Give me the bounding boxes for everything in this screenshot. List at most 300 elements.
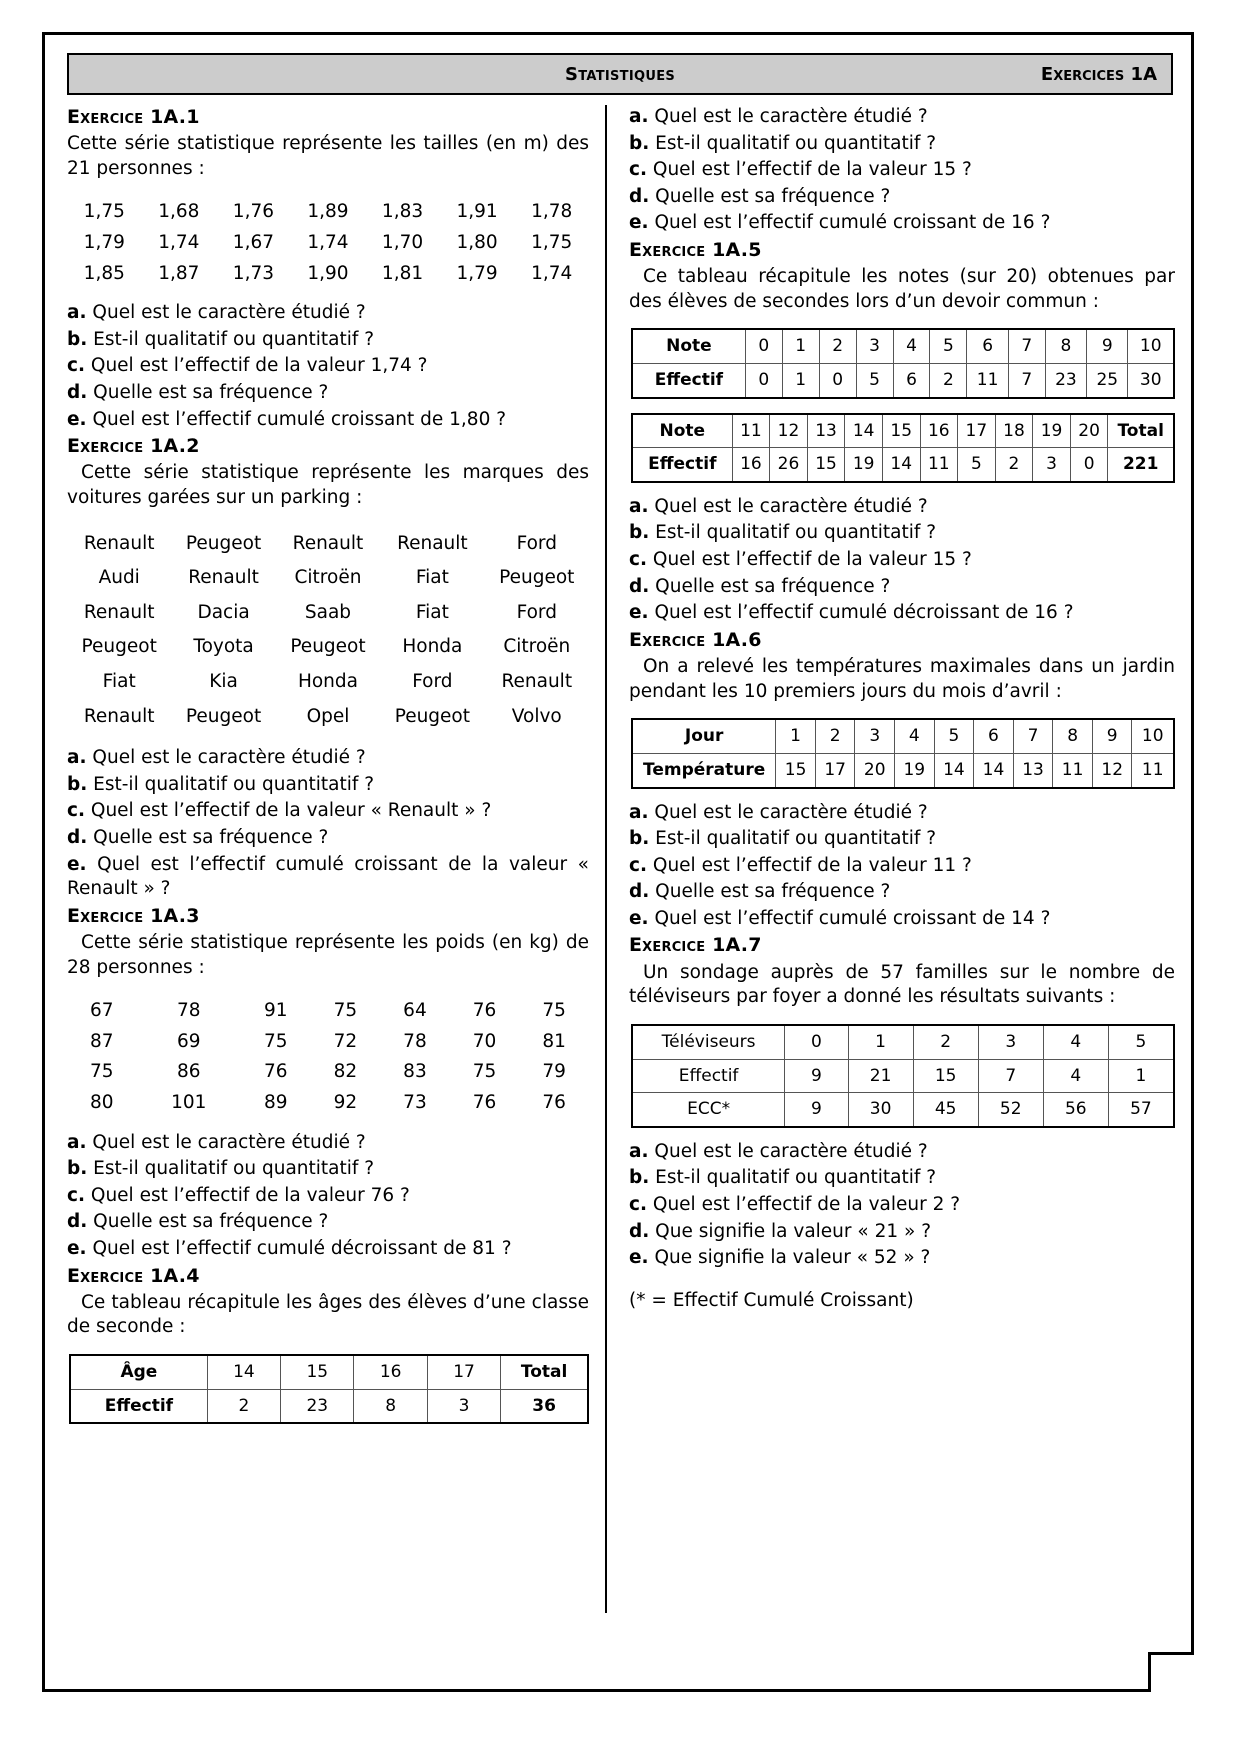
question-letter: b. <box>629 828 650 850</box>
table-cell: 15 <box>807 448 845 482</box>
table-cell: 3 <box>855 719 895 753</box>
question-letter: e. <box>629 1247 649 1269</box>
question-text: Quelle est sa fréquence ? <box>93 1211 329 1233</box>
question-item <box>629 854 1175 879</box>
table-row <box>632 414 1174 448</box>
data-cell: Renault <box>292 532 364 554</box>
question-letter: d. <box>629 185 650 207</box>
table-cell: 5 <box>934 719 974 753</box>
data-cell: Peugeot <box>499 567 575 589</box>
table-cell: 14 <box>974 753 1014 787</box>
question-item <box>629 880 1175 905</box>
question-text: Est-il qualitatif ou quantitatif ? <box>93 773 375 795</box>
table-cell: 2 <box>815 719 855 753</box>
question-letter: b. <box>629 522 650 544</box>
question-item <box>629 1140 1175 1165</box>
table-cell: 17 <box>427 1355 500 1389</box>
question-letter: a. <box>67 1131 87 1153</box>
question-letter: d. <box>67 827 88 848</box>
row-label: Température <box>632 753 776 787</box>
table-cell: 3 <box>856 329 893 363</box>
exercise-1a4-intro: Ce tableau récapitule les âges des élèves d’une classe de seconde : <box>67 1291 589 1338</box>
question-item <box>67 1157 589 1182</box>
page-border <box>42 32 1194 1692</box>
data-cell: Peugeot <box>81 636 157 658</box>
question-letter: e. <box>67 853 87 875</box>
table-cell: 7 <box>978 1059 1043 1093</box>
question-text: Est-il qualitatif ou quantitatif ? <box>93 1158 375 1180</box>
table-cell: 30 <box>1128 364 1174 398</box>
data-cell: 75 <box>472 1061 497 1083</box>
table-cell: 4 <box>1043 1025 1108 1059</box>
data-row <box>67 228 589 259</box>
data-row <box>67 665 589 700</box>
data-cell: Renault <box>397 532 468 554</box>
data-cell: 1,87 <box>158 262 200 284</box>
question-text: Quelle est sa fréquence ? <box>93 827 329 848</box>
table-cell: 30 <box>848 1093 913 1127</box>
table-cell: 13 <box>807 414 845 448</box>
question-item <box>629 827 1175 852</box>
data-cell: Ford <box>412 671 453 693</box>
question-letter: b. <box>67 328 88 350</box>
data-cell: Kia <box>209 671 238 693</box>
data-cell: Audi <box>98 567 140 589</box>
table-cell: 14 <box>882 448 920 482</box>
question-text: Quel est l’effectif cumulé croissant de 14 ? <box>654 907 1051 929</box>
table-cell: 5 <box>1108 1025 1174 1059</box>
table-cell: 20 <box>1070 414 1108 448</box>
data-cell: 1,83 <box>381 201 424 223</box>
question-letter: b. <box>629 132 650 154</box>
table-cell: 19 <box>1033 414 1071 448</box>
table-cell: 11 <box>967 364 1008 398</box>
header-exercise-label: Exercices 1A <box>1040 63 1157 85</box>
data-cell: 1,79 <box>456 262 498 284</box>
question-letter: e. <box>629 602 649 624</box>
row-label: Note <box>632 329 745 363</box>
data-cell: 1,76 <box>232 201 274 223</box>
table-cell: 21 <box>848 1059 913 1093</box>
table-cell: 0 <box>745 364 782 398</box>
question-text: Quel est l’effectif de la valeur 2 ? <box>652 1193 961 1215</box>
row-label: Effectif <box>632 364 745 398</box>
question-item <box>629 1220 1175 1245</box>
table-cell: 7 <box>1013 719 1053 753</box>
table-cell: 4 <box>1043 1059 1108 1093</box>
table-cell: 56 <box>1043 1093 1108 1127</box>
question-item <box>629 801 1175 826</box>
question-item <box>629 495 1175 520</box>
table-cell: 20 <box>855 753 895 787</box>
question-letter: c. <box>629 159 647 181</box>
question-text: Quel est l’effectif de la valeur 76 ? <box>90 1184 410 1206</box>
data-cell: Peugeot <box>394 705 471 727</box>
table-cell: 15 <box>281 1355 354 1389</box>
question-letter: a. <box>629 801 649 823</box>
question-letter: a. <box>629 106 649 127</box>
table-cell: 9 <box>785 1059 848 1093</box>
exercise-1a4-title: Exercice 1A.4 <box>67 1264 200 1287</box>
question-item <box>629 1166 1175 1191</box>
row-label: Effectif <box>632 448 732 482</box>
question-item <box>629 601 1175 626</box>
exercise-1a4-questions <box>629 105 1175 236</box>
data-row <box>67 527 589 562</box>
table-cell: 13 <box>1013 753 1053 787</box>
question-text: Quelle est sa fréquence ? <box>655 185 891 207</box>
data-cell: 1,91 <box>456 201 498 223</box>
table-cell: 3 <box>978 1025 1043 1059</box>
table-cell: 10 <box>1128 329 1174 363</box>
question-letter: d. <box>629 575 650 597</box>
table-cell: 8 <box>1045 329 1086 363</box>
question-item <box>629 1193 1175 1218</box>
question-text: Quel est l’effectif de la valeur « Renault » ? <box>90 800 492 822</box>
table-cell: 45 <box>913 1093 978 1127</box>
data-cell: 72 <box>333 1030 358 1052</box>
row-label: Téléviseurs <box>632 1025 785 1059</box>
question-text: Quel est l’effectif cumulé croissant de la valeur « Renault » ? <box>67 853 589 900</box>
data-cell: 69 <box>177 1030 201 1052</box>
table-cell: 1 <box>776 719 816 753</box>
question-item <box>629 185 1175 210</box>
table-cell: 23 <box>281 1389 354 1423</box>
exercise-1a3-title: Exercice 1A.3 <box>67 904 200 927</box>
data-cell: 1,78 <box>531 201 573 223</box>
table-cell: 9 <box>1087 329 1128 363</box>
table-cell: 8 <box>1053 719 1093 753</box>
row-label: Effectif <box>632 1059 785 1093</box>
exercise-1a4-table <box>69 1354 589 1424</box>
table-cell: 26 <box>770 448 808 482</box>
data-cell: 91 <box>263 1000 288 1022</box>
data-cell: 87 <box>90 1030 114 1052</box>
data-row <box>67 700 589 735</box>
exercise-1a5-title: Exercice 1A.5 <box>629 238 762 261</box>
exercise-1a2-title: Exercice 1A.2 <box>67 435 200 458</box>
data-cell: 81 <box>542 1030 566 1052</box>
data-row <box>67 630 589 665</box>
table-row <box>632 753 1174 787</box>
question-text: Quel est le caractère étudié ? <box>92 747 366 769</box>
table-cell: 18 <box>995 414 1033 448</box>
table-cell: 0 <box>819 364 856 398</box>
data-cell: Fiat <box>415 601 449 623</box>
data-cell: 75 <box>263 1030 288 1052</box>
data-cell: 78 <box>403 1030 427 1052</box>
question-letter: c. <box>629 1193 647 1215</box>
table-cell: 14 <box>845 414 883 448</box>
data-cell: 79 <box>542 1061 566 1083</box>
data-cell: 1,89 <box>307 201 349 223</box>
question-item <box>67 1131 589 1156</box>
question-item <box>629 907 1175 932</box>
table-total-header: Total <box>501 1355 588 1389</box>
question-letter: c. <box>67 355 85 377</box>
data-cell: Volvo <box>511 705 562 727</box>
question-text: Quelle est sa fréquence ? <box>655 575 891 597</box>
exercise-1a1-questions <box>67 301 589 432</box>
table-cell: 19 <box>845 448 883 482</box>
exercise-1a6-intro: On a relevé les températures maximales dans un jardin pendant les 10 premiers jours du mois d’avril : <box>629 656 1175 702</box>
row-label: ECC* <box>632 1093 785 1127</box>
question-text: Quel est l’effectif de la valeur 15 ? <box>652 159 972 181</box>
question-text: Est-il qualitatif ou quantitatif ? <box>655 1167 937 1189</box>
data-cell: 1,90 <box>307 262 349 284</box>
data-cell: Toyota <box>193 636 254 658</box>
exercise-1a2-intro: Cette série statistique représente les marques des voitures garées sur un parking : <box>67 462 589 509</box>
data-cell: 101 <box>171 1092 207 1114</box>
question-text: Que signifie la valeur « 52 » ? <box>654 1247 931 1269</box>
table-total-value: 36 <box>501 1389 588 1423</box>
table-total-value: 221 <box>1108 448 1174 482</box>
data-cell: 64 <box>403 1000 427 1022</box>
table-cell: 10 <box>1132 719 1174 753</box>
exercise-1a7-intro: Un sondage auprès de 57 familles sur le nombre de téléviseurs par foyer a donné les résultats suivants : <box>629 961 1175 1008</box>
data-cell: 1,74 <box>158 232 200 254</box>
exercise-1a7-footnote: (* = Effectif Cumulé Croissant) <box>629 1289 914 1311</box>
data-cell: 75 <box>333 1000 358 1022</box>
table-cell: 4 <box>893 329 930 363</box>
table-cell: 3 <box>1033 448 1071 482</box>
table-cell: 23 <box>1045 364 1086 398</box>
question-item <box>67 853 589 902</box>
question-letter: a. <box>67 747 87 769</box>
data-cell: 1,73 <box>232 262 274 284</box>
table-cell: 2 <box>995 448 1033 482</box>
data-row <box>67 1088 589 1119</box>
table-row <box>632 719 1174 753</box>
exercise-1a1-title: Exercice 1A.1 <box>67 106 200 128</box>
question-letter: e. <box>629 907 649 929</box>
data-cell: Honda <box>402 636 463 658</box>
data-cell: 1,70 <box>381 232 424 254</box>
question-text: Quel est l’effectif de la valeur 1,74 ? <box>90 355 428 377</box>
data-cell: 78 <box>177 1000 201 1022</box>
exercise-1a3-intro: Cette série statistique représente les poids (en kg) de 28 personnes : <box>67 932 589 978</box>
table-cell: 16 <box>354 1355 427 1389</box>
question-text: Quel est le caractère étudié ? <box>654 106 928 127</box>
data-cell: 92 <box>333 1092 358 1114</box>
question-item <box>629 105 1175 130</box>
question-text: Quelle est sa fréquence ? <box>93 382 329 404</box>
question-item <box>629 211 1175 236</box>
question-item <box>67 1184 589 1209</box>
data-cell: Citroën <box>503 636 571 658</box>
data-cell: Renault <box>501 671 573 693</box>
data-cell: 1,74 <box>531 262 573 284</box>
question-item <box>67 799 589 824</box>
question-item <box>67 746 589 771</box>
table-cell: 1 <box>782 329 819 363</box>
exercise-1a6-table <box>631 718 1175 788</box>
table-cell: 11 <box>920 448 958 482</box>
data-cell: Peugeot <box>290 636 366 658</box>
data-cell: Saab <box>304 601 352 623</box>
data-cell: Ford <box>516 601 557 623</box>
question-item <box>67 1210 589 1235</box>
data-cell: 76 <box>472 1000 497 1022</box>
question-text: Quel est l’effectif de la valeur 15 ? <box>652 549 972 571</box>
data-cell: Fiat <box>102 671 136 693</box>
data-cell: 1,67 <box>232 232 274 254</box>
question-letter: c. <box>629 549 647 571</box>
table-row <box>632 1059 1174 1093</box>
question-letter: d. <box>67 382 88 404</box>
table-cell: 6 <box>967 329 1008 363</box>
question-letter: d. <box>629 1220 650 1242</box>
page-title: Statistiques <box>564 63 676 85</box>
data-cell: 75 <box>542 1000 566 1022</box>
table-row <box>632 1025 1174 1059</box>
data-cell: Ford <box>516 532 557 554</box>
data-cell: 76 <box>263 1061 288 1083</box>
table-cell: 17 <box>958 414 996 448</box>
table-cell: 3 <box>427 1389 500 1423</box>
data-row <box>67 996 589 1027</box>
exercise-1a3-data-grid <box>67 996 589 1118</box>
data-row <box>67 596 589 631</box>
data-cell: 75 <box>90 1061 114 1083</box>
question-text: Quel est l’effectif cumulé croissant de 16 ? <box>654 212 1051 234</box>
exercise-1a1-intro: Cette série statistique représente les tailles (en m) des 21 personnes : <box>67 133 589 179</box>
question-letter: a. <box>629 1140 649 1162</box>
exercise-1a5-questions <box>629 495 1175 626</box>
table-cell: 14 <box>934 753 974 787</box>
table-row <box>632 329 1174 363</box>
question-letter: e. <box>67 408 87 430</box>
question-text: Est-il qualitatif ou quantitatif ? <box>655 828 937 850</box>
question-text: Quel est l’effectif cumulé décroissant de 81 ? <box>92 1237 512 1259</box>
data-cell: 1,74 <box>307 232 349 254</box>
data-cell: 76 <box>542 1092 566 1114</box>
question-letter: e. <box>629 212 649 234</box>
data-cell: Renault <box>83 705 155 727</box>
question-text: Quel est l’effectif cumulé décroissant de 16 ? <box>654 602 1074 624</box>
data-cell: Renault <box>83 532 155 554</box>
exercise-1a5-table-2 <box>631 413 1175 483</box>
question-text: Quelle est sa fréquence ? <box>655 881 891 903</box>
question-letter: a. <box>629 495 649 517</box>
table-cell: 15 <box>913 1059 978 1093</box>
exercise-1a6-questions <box>629 801 1175 932</box>
table-cell: 17 <box>815 753 855 787</box>
table-cell: 15 <box>882 414 920 448</box>
table-cell: 6 <box>893 364 930 398</box>
data-cell: Peugeot <box>185 532 262 554</box>
question-item <box>629 521 1175 546</box>
table-cell: 0 <box>1070 448 1108 482</box>
table-cell: 5 <box>930 329 967 363</box>
question-letter: b. <box>67 1158 88 1180</box>
question-letter: c. <box>67 800 85 822</box>
table-cell: 12 <box>1092 753 1132 787</box>
question-text: Est-il qualitatif ou quantitatif ? <box>93 328 375 350</box>
table-cell: 16 <box>732 448 770 482</box>
table-cell: 19 <box>895 753 935 787</box>
data-cell: 1,80 <box>456 232 498 254</box>
question-text: Est-il qualitatif ou quantitatif ? <box>655 522 937 544</box>
question-item <box>629 548 1175 573</box>
question-letter: c. <box>629 854 647 876</box>
question-item <box>67 1237 589 1262</box>
table-cell: 8 <box>354 1389 427 1423</box>
question-item <box>67 826 589 851</box>
question-item <box>67 301 589 326</box>
row-label: Âge <box>70 1355 207 1389</box>
table-cell: 15 <box>776 753 816 787</box>
question-item <box>67 408 589 433</box>
question-text: Quel est l’effectif de la valeur 11 ? <box>652 854 972 876</box>
table-cell: 2 <box>913 1025 978 1059</box>
data-cell: 67 <box>90 1000 114 1022</box>
exercise-1a7-questions <box>629 1140 1175 1271</box>
data-cell: 82 <box>333 1061 358 1083</box>
table-total-header: Total <box>1108 414 1174 448</box>
table-cell: 7 <box>1008 364 1045 398</box>
exercise-1a7-title: Exercice 1A.7 <box>629 934 762 957</box>
data-cell: 80 <box>90 1092 114 1114</box>
data-cell: Citroën <box>294 567 362 589</box>
question-letter: e. <box>67 1237 87 1259</box>
question-item <box>67 354 589 379</box>
row-label: Jour <box>632 719 776 753</box>
exercise-1a1-data-grid <box>67 197 589 289</box>
table-cell: 5 <box>856 364 893 398</box>
data-cell: 1,81 <box>381 262 424 284</box>
table-cell: 25 <box>1087 364 1128 398</box>
question-item <box>67 381 589 406</box>
question-item <box>629 158 1175 183</box>
table-cell: 2 <box>207 1389 280 1423</box>
data-cell: Renault <box>83 601 155 623</box>
table-cell: 11 <box>1053 753 1093 787</box>
table-cell: 1 <box>848 1025 913 1059</box>
table-cell: 12 <box>770 414 808 448</box>
data-cell: 1,79 <box>83 232 125 254</box>
question-letter: a. <box>67 302 87 324</box>
left-column <box>45 105 605 1665</box>
data-cell: 76 <box>472 1092 497 1114</box>
exercise-1a2-data-grid <box>67 527 589 735</box>
data-row <box>67 197 589 228</box>
two-column-body <box>45 105 1191 1665</box>
data-cell: 1,75 <box>531 232 573 254</box>
data-cell: 1,75 <box>83 201 125 223</box>
table-cell: 2 <box>819 329 856 363</box>
question-item <box>629 575 1175 600</box>
exercise-1a3-questions <box>67 1131 589 1262</box>
table-row <box>70 1355 588 1389</box>
question-text: Quel est le caractère étudié ? <box>92 302 366 324</box>
question-letter: b. <box>629 1167 650 1189</box>
exercise-1a5-table-1 <box>631 328 1175 398</box>
data-row <box>67 1027 589 1058</box>
data-cell: 1,68 <box>158 201 200 223</box>
data-row <box>67 1057 589 1088</box>
data-row <box>67 561 589 596</box>
data-cell: Dacia <box>197 601 250 623</box>
data-cell: Honda <box>297 671 358 693</box>
question-text: Quel est le caractère étudié ? <box>92 1131 366 1153</box>
table-cell: 16 <box>920 414 958 448</box>
page-header-bar <box>67 53 1173 95</box>
exercise-1a5-intro: Ce tableau récapitule les notes (sur 20) obtenues par des élèves de secondes lors d’un devoir commun : <box>629 266 1175 312</box>
question-text: Quel est le caractère étudié ? <box>654 495 928 517</box>
table-row <box>632 364 1174 398</box>
question-text: Quel est le caractère étudié ? <box>654 1140 928 1162</box>
